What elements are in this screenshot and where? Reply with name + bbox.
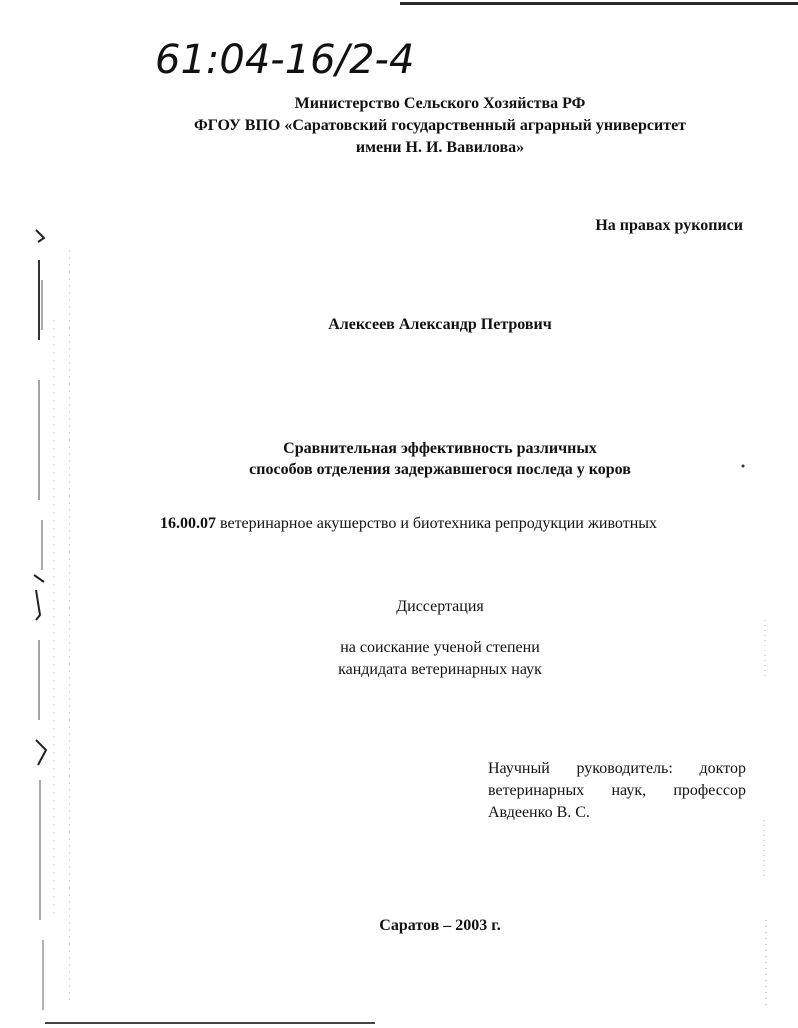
degree-line-1: на соискание ученой степени xyxy=(340,639,540,656)
handwritten-code-text: 61:04-16/2-4 xyxy=(155,37,415,83)
supervisor-line-1: Научный руководитель: доктор xyxy=(488,760,746,777)
specialty-code: 16.00.07 xyxy=(160,515,216,532)
title-line-2: способов отделения задержавшегося последа у коров xyxy=(249,461,631,478)
rights-note: На правах рукописи xyxy=(595,217,743,234)
supervisor-line-2: ветеринарных наук, профессор xyxy=(488,782,746,799)
specialty-name: ветеринарное акушерство и биотехника репродукции животных xyxy=(220,515,658,532)
university-name-cont: имени Н. И. Вавилова» xyxy=(355,139,525,156)
degree-line-2: кандидата ветеринарных наук xyxy=(338,661,542,678)
work-type: Диссертация xyxy=(396,598,484,615)
handwritten-catalog-code xyxy=(150,15,420,90)
scan-artifact-top xyxy=(400,2,798,5)
scan-artifact-left-binding xyxy=(30,220,70,1020)
scan-artifact-right-edge xyxy=(740,460,770,1020)
dissertation-title xyxy=(0,438,798,480)
scientific-supervisor xyxy=(488,758,746,824)
supervisor-name: Авдеенко В. С. xyxy=(488,804,590,821)
title-line-1: Сравнительная эффективность различных xyxy=(283,440,597,457)
scan-artifact-bottom xyxy=(45,1022,375,1024)
degree xyxy=(0,637,798,681)
institution-header xyxy=(0,93,798,159)
specialty xyxy=(160,515,657,533)
ministry-name: Министерство Сельского Хозяйства РФ xyxy=(294,95,586,112)
city-year: Саратов – 2003 г. xyxy=(379,917,501,934)
university-name: ФГОУ ВПО «Саратовский государственный аграрный университет xyxy=(193,117,687,134)
author-name: Алексеев Александр Петрович xyxy=(328,316,552,333)
